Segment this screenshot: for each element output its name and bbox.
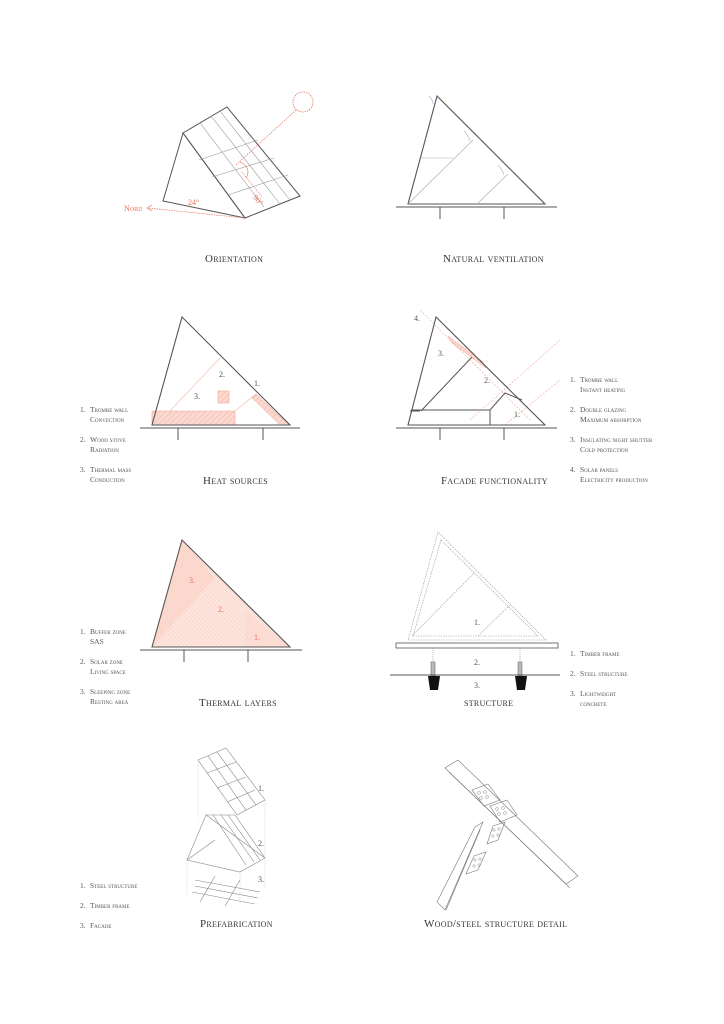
legend-facade-functionality	[570, 375, 652, 495]
label-2: 2.	[484, 376, 490, 385]
heat-sources-drawing	[140, 317, 300, 440]
legend-item: 1. Timber frame	[570, 649, 620, 658]
thermal-layers-drawing	[140, 540, 302, 662]
panel-title-heat-sources: Heat sources	[203, 475, 268, 487]
label-2: 2.	[258, 839, 264, 848]
label-3: 3.	[438, 349, 444, 358]
legend-item: 1. Trombe wall Convection	[80, 405, 129, 424]
panel-title-structure: structure	[464, 697, 514, 709]
label-2: 2.	[218, 605, 224, 614]
legend-structure	[570, 649, 627, 719]
legend-item: 2. Steel structure	[570, 669, 628, 678]
legend-item: 3. Facade	[80, 921, 112, 930]
legend-item: 3. Insulating night shutter Cold protection	[570, 435, 653, 454]
label-3: 3.	[258, 875, 264, 884]
label-4: 4.	[414, 314, 420, 323]
panel-title-orientation: Orientation	[205, 253, 264, 265]
natural-ventilation-drawing	[396, 96, 557, 219]
legend-item: 2. Wood stove Radiation	[80, 435, 126, 454]
label-3: 3.	[189, 576, 195, 585]
legend-item: 3. Lightweight concrete	[570, 689, 617, 708]
structure-drawing	[390, 532, 560, 690]
label-3: 3.	[194, 392, 200, 401]
panel-title-facade-functionality: Facade functionality	[441, 475, 548, 487]
label-3: 3.	[474, 681, 480, 690]
label-2: 2.	[219, 370, 225, 379]
legend-item: 1. Trombe wall Instant heating	[570, 375, 626, 394]
label-1: 1.	[258, 784, 264, 793]
panel-title-natural-ventilation: Natural ventilation	[443, 253, 544, 265]
label-1: 1.	[254, 379, 260, 388]
panel-title-prefabrication: Prefabrication	[200, 918, 273, 930]
angle-label-24: 24°	[188, 198, 200, 207]
legend-item: 2. Double glazing Maximum absorption	[570, 405, 642, 424]
label-2: 2.	[474, 658, 480, 667]
prefabrication-drawing	[187, 748, 265, 906]
north-label: Nord	[124, 204, 143, 213]
legend-heat-sources	[80, 405, 131, 495]
orientation-drawing	[124, 92, 313, 218]
panel-title-thermal-layers: Thermal layers	[199, 697, 277, 709]
legend-item: 1. Steel structure	[80, 881, 138, 890]
legend-item: 1. Buffer zone SAS	[80, 627, 126, 646]
legend-item: 3. Thermal mass Conduction	[80, 465, 132, 484]
legend-item: 3. Sleeping zone Resting area	[80, 687, 131, 706]
panel-title-wood-steel-detail: Wood/steel structure detail	[424, 918, 568, 930]
wood-steel-detail-drawing	[437, 760, 578, 910]
angle-label-90: 90°	[250, 193, 265, 208]
legend-item: 4. Solar panels Electricity production	[570, 465, 648, 484]
facade-functionality-drawing	[396, 310, 560, 440]
label-1: 1.	[254, 633, 260, 642]
legend-item: 2. Solar zone Living space	[80, 657, 126, 676]
legend-thermal-layers	[80, 627, 130, 717]
legend-prefabrication	[80, 881, 137, 941]
label-1: 1.	[474, 618, 480, 627]
legend-item: 2. Timber frame	[80, 901, 130, 910]
label-1: 1.	[514, 410, 520, 419]
